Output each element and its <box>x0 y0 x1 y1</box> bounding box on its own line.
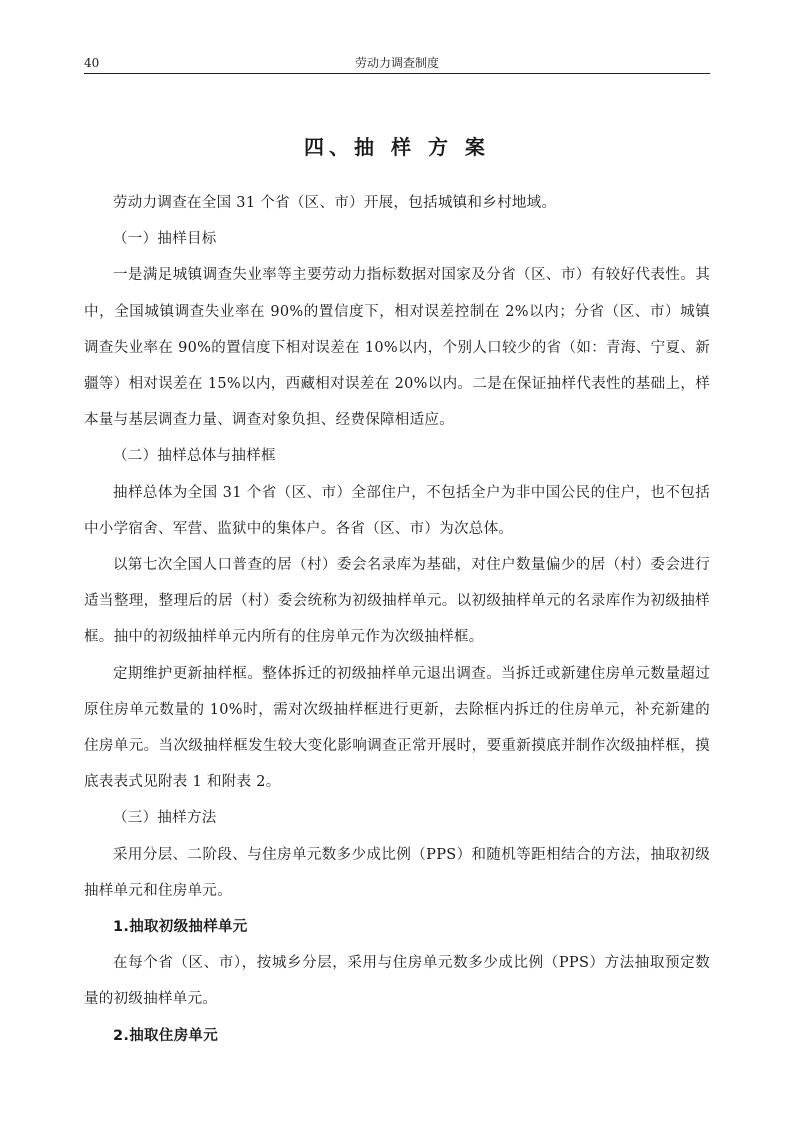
paragraph-sampling-method: 采用分层、二阶段、与住房单元数多少成比例（PPS）和随机等距相结合的方法，抽取初级抽样单元和住房单元。 <box>84 846 710 899</box>
running-title: 劳动力调查制度 <box>354 56 439 70</box>
paragraph-frame-maintenance: 定期维护更新抽样框。整体拆迁的初级抽样单元退出调查。当拆迁或新建住房单元数量超过原住房单元数量的 10%时，需对次级抽样框进行更新，去除框内拆迁的住房单元，补充新建的住房单元。当次级抽样框发生较大变化影响调查正常开展时，要重新摸底并制作次级抽样框，摸底表表式见附表 1 和附表 2。 <box>84 665 710 791</box>
header-rule <box>84 73 710 74</box>
page-number: 40 <box>84 56 100 70</box>
section-title: 四、抽 样 方 案 <box>304 135 490 159</box>
paragraph-sampling-goal: 一是满足城镇调查失业率等主要劳动力指标数据对国家及分省（区、市）有较好代表性。其中，全国城镇调查失业率在 90%的置信度下，相对误差控制在 2%以内；分省（区、市）城镇调查失业率在 90%的置信度下相对误差在 10%以内，个别人口较少的省（如：青海、宁夏、新疆等）相对误差在 15%以内，西藏相对误差在 20%以内。二是在保证抽样代表性的基础上，样本量与基层调查力量、调查对象负担、经费保障相适应。 <box>84 267 710 429</box>
subheading-population-frame: （二）抽样总体与抽样框 <box>113 448 276 465</box>
numbered-heading-primary-units: 1.抽取初级抽样单元 <box>113 919 248 936</box>
numbered-heading-housing-units: 2.抽取住房单元 <box>113 1027 218 1044</box>
paragraph-frame: 以第七次全国人口普查的居（村）委会名录库为基础，对住户数量偏少的居（村）委会进行适当整理，整理后的居（村）委会统称为初级抽样单元。以初级抽样单元的名录库作为初级抽样框。抽中的初级抽样单元内所有的住房单元作为次级抽样框。 <box>84 557 710 646</box>
page-header <box>84 55 710 75</box>
intro-paragraph: 劳动力调查在全国 31 个省（区、市）开展，包括城镇和乡村地域。 <box>113 195 557 211</box>
paragraph-primary-units: 在每个省（区、市），按城乡分层，采用与住房单元数多少成比例（PPS）方法抽取预定数量的初级抽样单元。 <box>84 955 710 1008</box>
page-body <box>84 132 710 1054</box>
subheading-sampling-goal: （一）抽样目标 <box>113 231 217 248</box>
paragraph-population: 抽样总体为全国 31 个省（区、市）全部住户，不包括全户为非中国公民的住户，也不包括中小学宿舍、军营、监狱中的集体户。各省（区、市）为次总体。 <box>84 484 710 537</box>
subheading-sampling-method: （三）抽样方法 <box>113 810 217 827</box>
